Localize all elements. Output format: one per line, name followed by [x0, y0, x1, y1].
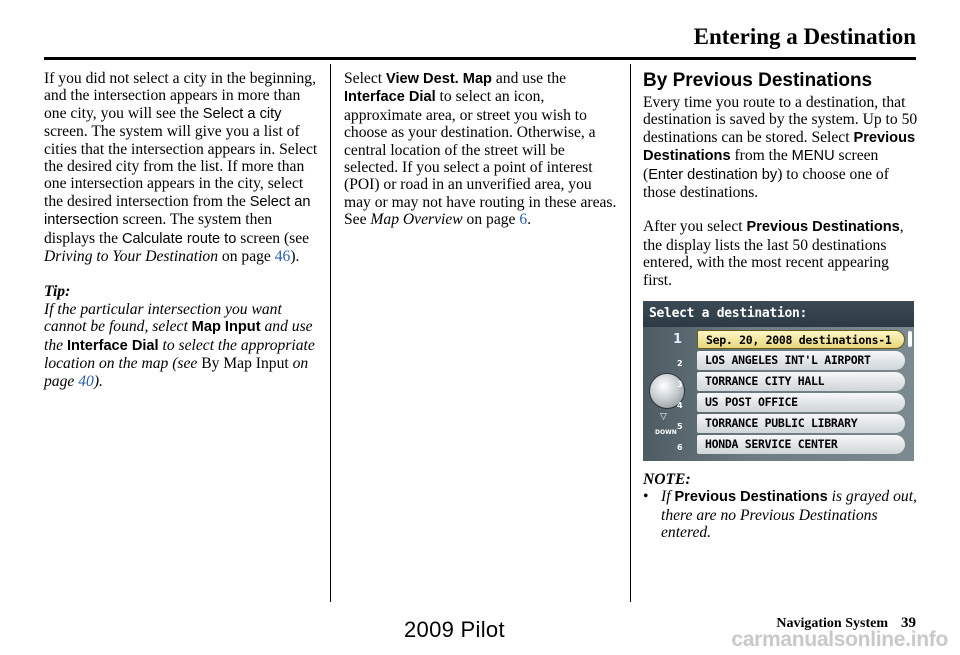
col3-paragraph-1: Every time you route to a destination, that destination is saved by the system. Up to 50 destinations can be stored. Select Previous Destinations from the MENU screen (Enter destination by) to choose one of those destinations.	[643, 94, 918, 202]
destination-row[interactable]: US POST OFFICE	[697, 393, 905, 412]
enter-destination-by-term: Enter destination by	[648, 166, 778, 183]
row-number: 1	[673, 332, 683, 348]
previous-destinations-screen	[643, 301, 914, 461]
down-label: DOWN	[655, 429, 677, 437]
menu-term: MENU	[791, 148, 835, 165]
tip-label: Tip:	[44, 283, 71, 301]
col1-paragraph: If you did not select a city in the beginning, and the intersection appears in more than one city, you will see the Select a city screen. The system will give you a list of cities that the intersection appears in. Select the desired city from the list. If more than one intersection appears in the city, select the desired intersection from the Select an intersection screen. The system then displays the Calculate route to screen (see Driving to Your Destination on page 46).	[44, 70, 318, 266]
interface-dial-term: Interface Dial	[66, 337, 159, 354]
row-number: 6	[677, 443, 683, 453]
map-input-term: Map Input	[191, 319, 261, 336]
row-number: 3	[677, 380, 683, 390]
header-rule	[44, 57, 916, 60]
map-overview-ref: Map Overview	[370, 211, 463, 229]
destination-row-selected[interactable]: Sep. 20, 2008 destinations-1	[697, 330, 905, 349]
column-2	[344, 70, 619, 229]
row-number: 5	[677, 422, 683, 432]
row-number: 2	[677, 359, 683, 369]
previous-destinations-term: Previous Destinations	[643, 129, 916, 165]
destination-row[interactable]: HONDA SERVICE CENTER	[697, 435, 905, 454]
col3-paragraph-2: After you select Previous Destinations, the display lists the last 50 destinations entered, with the most recent appearing first.	[643, 218, 904, 289]
note-bullet: • If Previous Destinations is grayed out, there are no Previous Destinations entered.	[643, 488, 917, 542]
page-6-link[interactable]: 6	[519, 211, 528, 229]
screen-title-bar	[643, 301, 914, 327]
destination-row[interactable]: TORRANCE PUBLIC LIBRARY	[697, 414, 905, 433]
previous-destinations-term: Previous Destinations	[746, 219, 900, 236]
column-1	[44, 70, 322, 390]
page-46-link[interactable]: 46	[274, 248, 291, 266]
scrollbar	[908, 331, 912, 347]
destination-row[interactable]: TORRANCE CITY HALL	[697, 372, 905, 391]
footer-system-name: Navigation System	[776, 616, 888, 631]
destination-row[interactable]: LOS ANGELES INT'L AIRPORT	[697, 351, 905, 370]
note-label: NOTE:	[643, 471, 691, 489]
screen-title: Select a destination:	[649, 306, 808, 322]
by-map-input-ref: By Map Input	[201, 355, 289, 373]
section-heading: By Previous Destinations	[643, 70, 873, 91]
column-3	[643, 70, 918, 542]
down-arrow-icon: ▽	[660, 412, 667, 423]
page-40-link[interactable]: 40	[78, 372, 94, 390]
select-a-city-term: Select a city	[202, 105, 282, 122]
row-number: 4	[677, 401, 683, 411]
site-watermark: carmanualsonline.info	[731, 628, 948, 651]
interface-dial-term: Interface Dial	[344, 89, 436, 106]
calculate-route-to-term: Calculate route to	[121, 230, 237, 247]
previous-destinations-term: Previous Destinations	[674, 489, 828, 506]
view-dest-map-term: View Dest. Map	[386, 71, 492, 87]
page-header-title: Entering a Destination	[693, 24, 916, 49]
col2-paragraph: Select View Dest. Map and use the Interface Dial to select an icon, approximate area, or street you wish to choose as your destination. Otherwise, a central location of the street will be selected. If you select a point of interest (POI) or road in an unverified area, you may or may not have routing in these areas. See Map Overview on page 6.	[344, 70, 617, 229]
tip-paragraph: If the particular intersection you want cannot be found, select Map Input and use the Interface Dial to select the appropriate location on the map (see By Map Input on page 40).	[44, 300, 315, 390]
model-watermark: 2009 Pilot	[404, 617, 505, 642]
driving-to-destination-ref: Driving to Your Destination	[44, 248, 219, 266]
column-divider-2	[630, 64, 631, 602]
select-an-intersection-term: Select an intersection	[44, 193, 311, 229]
bullet-icon: •	[643, 488, 649, 506]
page-number: 39	[901, 615, 916, 631]
column-divider-1	[330, 64, 331, 602]
